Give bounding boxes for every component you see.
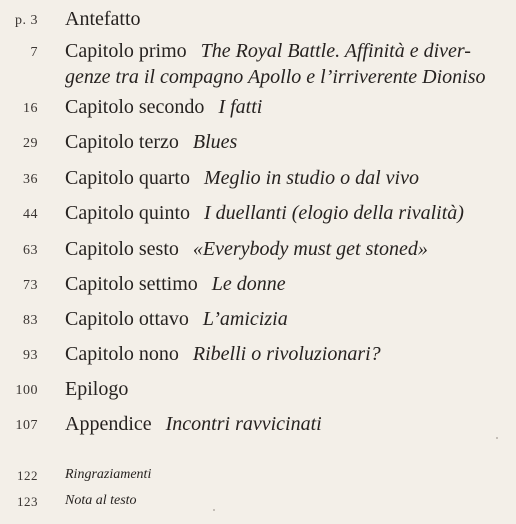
entry-subtitle: L’amicizia [202,308,288,330]
entry-line [65,8,141,31]
entry-title: Capitolo ottavo [65,308,189,330]
entry-title: Epilogo [65,378,129,400]
entry-title: Capitolo quarto [65,167,190,189]
entry-subtitle: I fatti [218,96,263,118]
entry-title: Capitolo primo [65,40,187,62]
entry-title: Antefatto [65,8,141,30]
entry-line [65,343,381,366]
page-number: 29 [23,136,38,151]
entry-title: Capitolo quinto [65,202,190,224]
entry-subtitle: Le donne [211,273,286,295]
page-number: 36 [23,172,38,187]
entry-line [65,308,288,331]
entry-title: Capitolo secondo [65,96,205,118]
page-number: 107 [15,418,38,433]
page-number: 73 [23,278,38,293]
entry-subtitle: Blues [192,131,238,153]
entry-line [65,378,128,401]
entry-line [65,131,237,154]
entry-line [65,273,286,296]
entry-line [65,413,322,436]
entry-title: Capitolo sesto [65,238,179,260]
page-number: 122 [17,468,38,483]
entry-line [65,96,262,119]
page-number: 7 [30,45,38,60]
page-number: p. 3 [15,13,38,28]
entry-subtitle: Ribelli o rivoluzionari? [192,343,381,365]
page-number: 83 [23,313,38,328]
entry-subtitle: Incontri ravvicinati [165,413,322,435]
entry-subtitle-continued: genze tra il compagno Apollo e l’irriverente Dioniso [65,66,486,88]
entry-line [65,202,464,225]
paper-speck [213,509,215,511]
entry-subtitle: «Everybody must get stoned» [192,238,428,260]
entry-title: Capitolo settimo [65,273,198,295]
page-number: 100 [15,383,38,398]
page-number: 93 [23,348,38,363]
entry-title: Capitolo nono [65,343,179,365]
entry-line [65,40,471,63]
entry-subtitle: The Royal Battle. Affinità e diver- [200,40,471,62]
entry-line [65,167,419,190]
paper-speck [496,437,498,439]
entry-subtitle: I duellanti (elogio della rivalità) [204,202,464,224]
page-number: 16 [23,101,38,116]
entry-title: Capitolo terzo [65,131,179,153]
entry-title: Ringraziamenti [65,467,152,482]
page-number: 123 [17,494,38,509]
entry-subtitle: Meglio in studio o dal vivo [203,167,419,189]
entry-title: Appendice [65,413,152,435]
page-number: 44 [23,207,38,222]
page-number: 63 [23,243,38,258]
entry-title: Nota al testo [65,493,137,508]
entry-line [65,238,428,261]
